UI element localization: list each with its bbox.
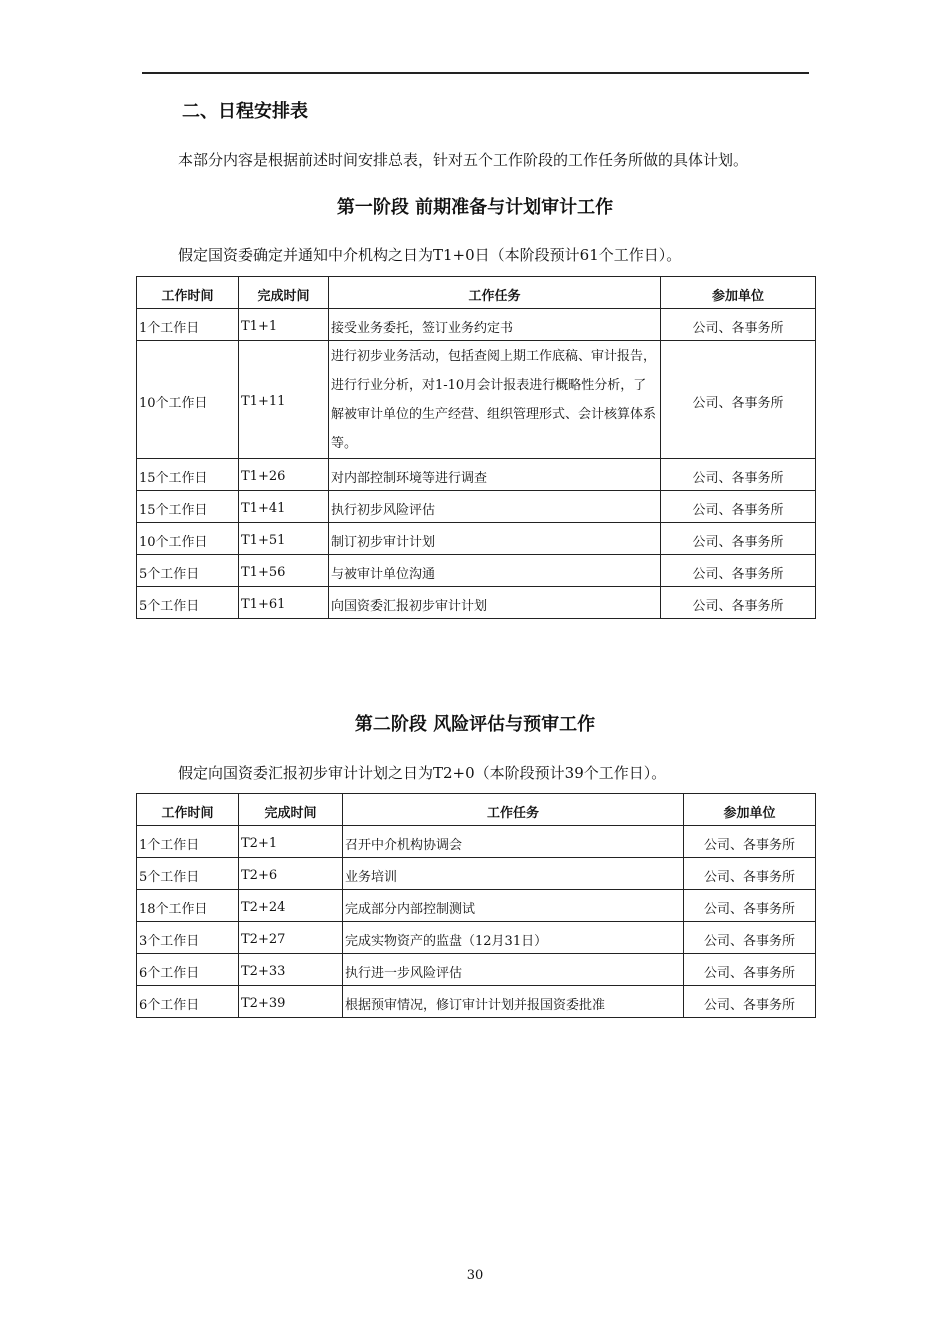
col-org-header: 参加单位 <box>684 794 816 826</box>
intro-paragraph: 本部分内容是根据前述时间安排总表，针对五个工作阶段的工作任务所做的具体计划。 <box>178 151 749 169</box>
table-row <box>137 858 816 890</box>
org-cell: 公司、各事务所 <box>661 555 816 587</box>
duration-cell: 6个工作日 <box>137 954 239 986</box>
col-done-header: 完成时间 <box>239 277 329 309</box>
org-cell: 公司、各事务所 <box>661 341 816 459</box>
phase2-title: 第二阶段 风险评估与预审工作 <box>354 714 596 735</box>
table-row <box>137 491 816 523</box>
phase1-note: 假定国资委确定并通知中介机构之日为T1+0日（本阶段预计61个工作日）。 <box>178 246 682 264</box>
org-cell: 公司、各事务所 <box>661 309 816 341</box>
section-heading: 二、日程安排表 <box>182 101 308 122</box>
org-cell: 公司、各事务所 <box>684 858 816 890</box>
duration-cell: 5个工作日 <box>137 587 239 619</box>
duration-cell: 5个工作日 <box>137 555 239 587</box>
org-cell: 公司、各事务所 <box>661 459 816 491</box>
table-row <box>137 922 816 954</box>
task-cell: 根据预审情况，修订审计计划并报国资委批准 <box>343 986 684 1018</box>
table-row <box>137 986 816 1018</box>
task-cell: 制订初步审计计划 <box>329 523 661 555</box>
task-cell: 向国资委汇报初步审计计划 <box>329 587 661 619</box>
table-header-row <box>137 277 816 309</box>
done-cell: T2+6 <box>239 858 343 890</box>
done-cell: T2+33 <box>239 954 343 986</box>
page-number: 30 <box>466 1268 484 1283</box>
done-cell: T1+61 <box>239 587 329 619</box>
task-cell: 进行初步业务活动，包括查阅上期工作底稿、审计报告，进行行业分析，对1-10月会计报表进行概略性分析，了解被审计单位的生产经营、组织管理形式、会计核算体系等。 <box>329 341 661 459</box>
done-cell: T1+1 <box>239 309 329 341</box>
table-row <box>137 890 816 922</box>
table-row <box>137 309 816 341</box>
table-header-row <box>137 794 816 826</box>
header-rule <box>142 72 809 74</box>
duration-cell: 3个工作日 <box>137 922 239 954</box>
duration-cell: 10个工作日 <box>137 523 239 555</box>
task-cell: 执行初步风险评估 <box>329 491 661 523</box>
table-row <box>137 587 816 619</box>
phase1-title: 第一阶段 前期准备与计划审计工作 <box>336 197 614 218</box>
table-row <box>137 523 816 555</box>
duration-cell: 18个工作日 <box>137 890 239 922</box>
col-task-header: 工作任务 <box>343 794 684 826</box>
done-cell: T1+26 <box>239 459 329 491</box>
task-cell: 完成部分内部控制测试 <box>343 890 684 922</box>
task-cell: 执行进一步风险评估 <box>343 954 684 986</box>
table-row <box>137 341 816 459</box>
task-cell: 对内部控制环境等进行调查 <box>329 459 661 491</box>
done-cell: T1+56 <box>239 555 329 587</box>
col-org-header: 参加单位 <box>661 277 816 309</box>
duration-cell: 5个工作日 <box>137 858 239 890</box>
org-cell: 公司、各事务所 <box>684 826 816 858</box>
done-cell: T1+41 <box>239 491 329 523</box>
col-task-header: 工作任务 <box>329 277 661 309</box>
phase2-note: 假定向国资委汇报初步审计计划之日为T2+0（本阶段预计39个工作日）。 <box>178 764 667 782</box>
task-cell: 召开中介机构协调会 <box>343 826 684 858</box>
org-cell: 公司、各事务所 <box>661 523 816 555</box>
duration-cell: 15个工作日 <box>137 491 239 523</box>
col-duration-header: 工作时间 <box>137 794 239 826</box>
task-cell: 完成实物资产的监盘（12月31日） <box>343 922 684 954</box>
col-done-header: 完成时间 <box>239 794 343 826</box>
duration-cell: 10个工作日 <box>137 341 239 459</box>
table-row <box>137 954 816 986</box>
org-cell: 公司、各事务所 <box>684 954 816 986</box>
duration-cell: 1个工作日 <box>137 826 239 858</box>
col-duration-header: 工作时间 <box>137 277 239 309</box>
done-cell: T1+11 <box>239 341 329 459</box>
phase1-table <box>136 276 816 619</box>
done-cell: T2+27 <box>239 922 343 954</box>
done-cell: T2+39 <box>239 986 343 1018</box>
org-cell: 公司、各事务所 <box>684 986 816 1018</box>
org-cell: 公司、各事务所 <box>661 587 816 619</box>
duration-cell: 1个工作日 <box>137 309 239 341</box>
task-cell: 与被审计单位沟通 <box>329 555 661 587</box>
done-cell: T2+24 <box>239 890 343 922</box>
org-cell: 公司、各事务所 <box>684 890 816 922</box>
duration-cell: 15个工作日 <box>137 459 239 491</box>
org-cell: 公司、各事务所 <box>684 922 816 954</box>
done-cell: T2+1 <box>239 826 343 858</box>
org-cell: 公司、各事务所 <box>661 491 816 523</box>
task-cell: 业务培训 <box>343 858 684 890</box>
task-cell: 接受业务委托，签订业务约定书 <box>329 309 661 341</box>
table-row <box>137 826 816 858</box>
done-cell: T1+51 <box>239 523 329 555</box>
table-row <box>137 555 816 587</box>
table-row <box>137 459 816 491</box>
duration-cell: 6个工作日 <box>137 986 239 1018</box>
phase2-table <box>136 793 816 1018</box>
